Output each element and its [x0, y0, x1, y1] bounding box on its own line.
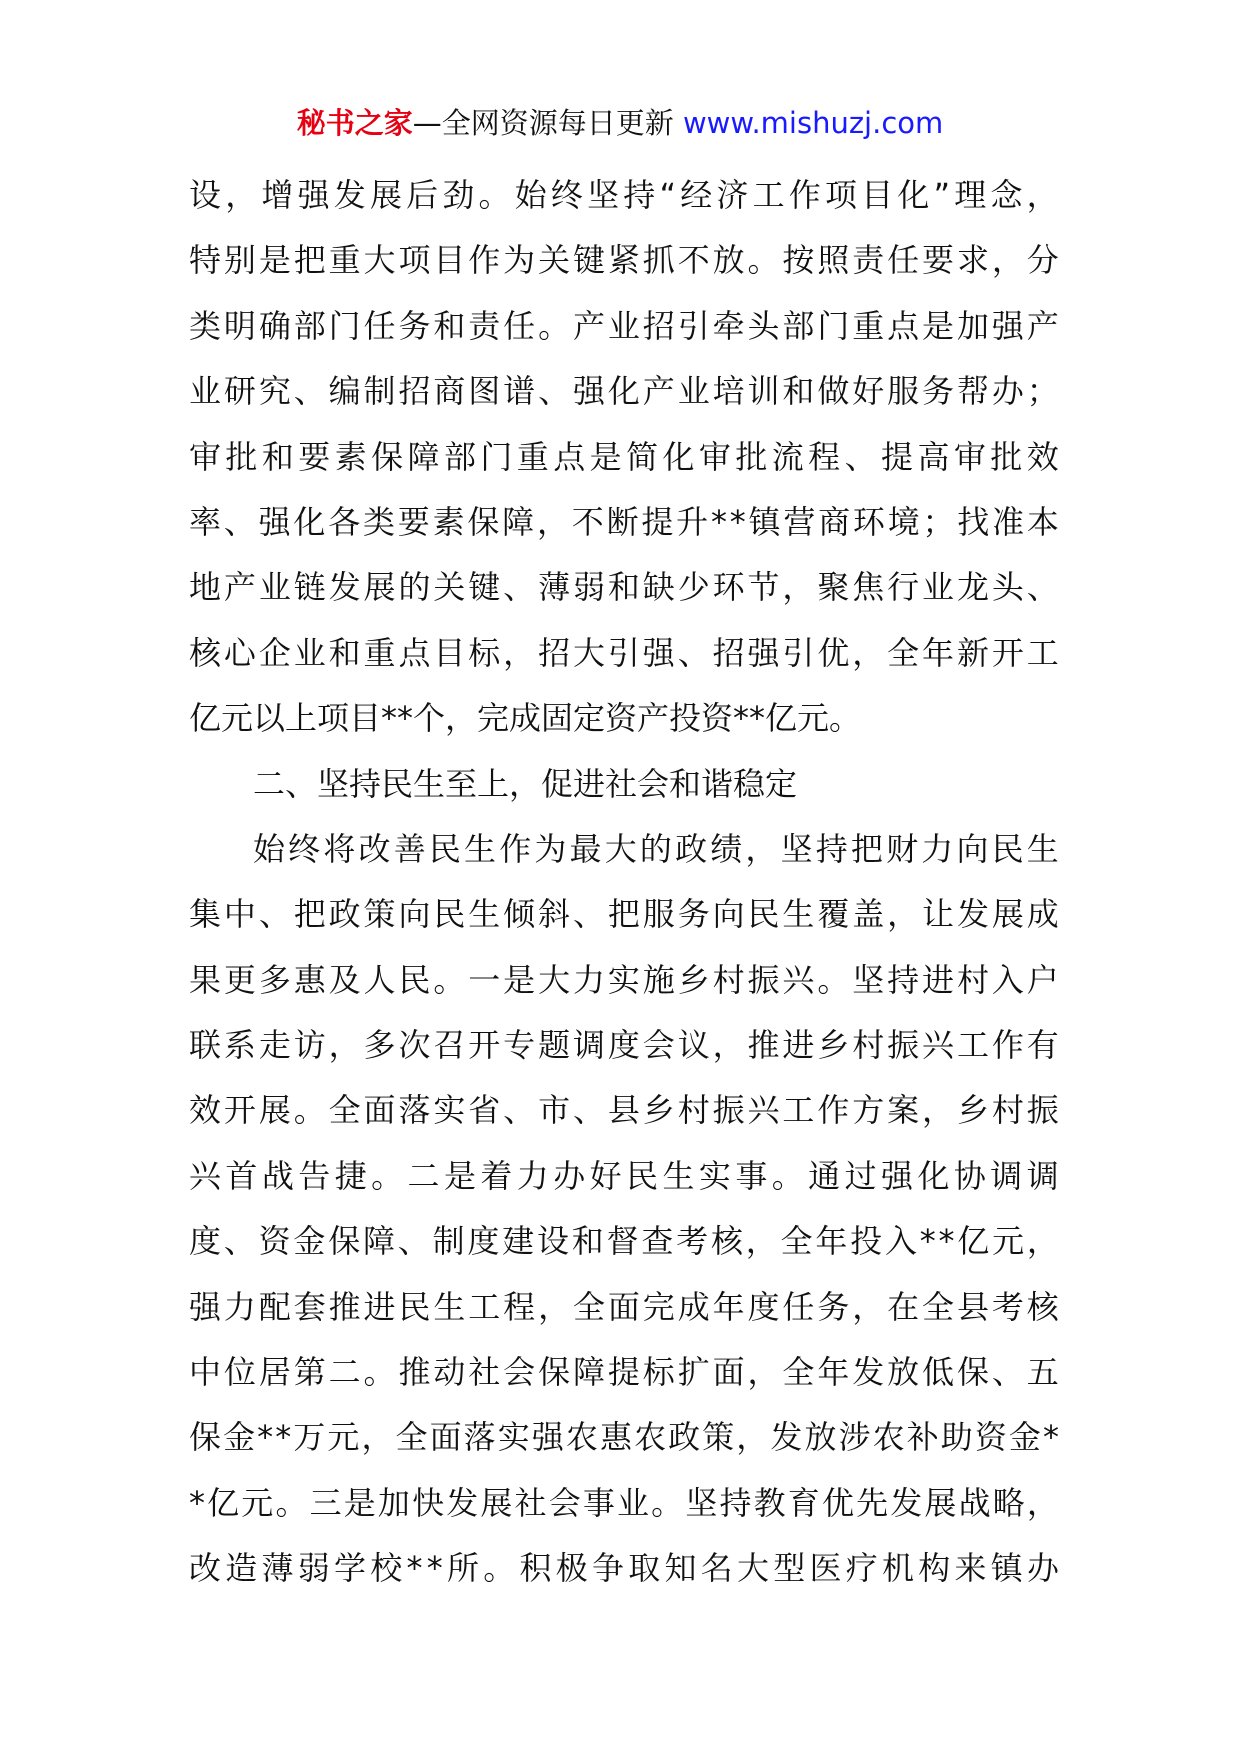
document-body	[189, 163, 1059, 1602]
header-tagline: —全网资源每日更新	[412, 106, 683, 140]
body-line: 果 更 多 惠 及 人 民 。 一 是 大 力 实 施 乡 村 振 兴 。 坚 持 进 村 入 户	[189, 960, 1059, 999]
body-line: * 亿 元 。 三 是 加 快 发 展 社 会 事 业 。 坚 持 教 育 优 先 发 展 战 略 ，	[189, 1483, 1059, 1522]
page-header	[0, 100, 1240, 146]
body-line: 保 金 * * 万 元 ， 全 面 落 实 强 农 惠 农 政 策 ， 发 放 涉 农 补 助 资 金 *	[189, 1418, 1059, 1457]
body-line: 类 明 确 部 门 任 务 和 责 任 。 产 业 招 引 牵 头 部 门 重 点 是 加 强 产	[189, 306, 1059, 345]
body-line: 强 力 配 套 推 进 民 生 工 程 ， 全 面 完 成 年 度 任 务 ， 在 全 县 考 核	[189, 1287, 1059, 1326]
body-line: 地 产 业 链 发 展 的 关 键 、 薄 弱 和 缺 少 环 节 ， 聚 焦 行 业 龙 头 、	[189, 568, 1059, 607]
body-line: 集 中 、 把 政 策 向 民 生 倾 斜 、 把 服 务 向 民 生 覆 盖 ， 让 发 展 成	[189, 895, 1059, 934]
website-link[interactable]: www.mishuzj.com	[682, 106, 944, 140]
section-heading: 二、坚持民生至上，促进社会和谐稳定	[253, 764, 798, 803]
body-line: 改 造 薄 弱 学 校 * * 所 。 积 极 争 取 知 名 大 型 医 疗 机 构 来 镇 办	[189, 1549, 1059, 1588]
body-line: 兴 首 战 告 捷 。 二 是 着 力 办 好 民 生 实 事 。 通 过 强 化 协 调 调	[189, 1156, 1059, 1195]
body-line: 效 开 展 。 全 面 落 实 省 、 市 、 县 乡 村 振 兴 工 作 方 案 ， 乡 村 振	[189, 1091, 1059, 1130]
body-line: 度 、 资 金 保 障 、 制 度 建 设 和 督 查 考 核 ， 全 年 投 入 * * 亿 元 ，	[189, 1222, 1059, 1261]
body-line: 业 研 究 、 编 制 招 商 图 谱 、 强 化 产 业 培 训 和 做 好 服 务 帮 办 ；	[189, 372, 1059, 411]
body-line: 核 心 企 业 和 重 点 目 标 ， 招 大 引 强 、 招 强 引 优 ， 全 年 新 开 工	[189, 633, 1059, 672]
body-line: 始 终 将 改 善 民 生 作 为 最 大 的 政 绩 ， 坚 持 把 财 力 向 民 生	[253, 829, 1059, 868]
body-line: 联 系 走 访 ， 多 次 召 开 专 题 调 度 会 议 ， 推 进 乡 村 振 兴 工 作 有	[189, 1026, 1059, 1065]
body-line: 中 位 居 第 二 。 推 动 社 会 保 障 提 标 扩 面 ， 全 年 发 放 低 保 、 五	[189, 1353, 1059, 1392]
body-line: 率 、 强 化 各 类 要 素 保 障 ， 不 断 提 升 * * 镇 营 商 环 境 ； 找 准 本	[189, 502, 1059, 541]
body-line: 设 ， 增 强 发 展 后 劲 。 始 终 坚 持 “ 经 济 工 作 项 目 化 ” 理 念 ，	[189, 176, 1059, 214]
brand-name: 秘书之家	[296, 106, 413, 140]
body-line: 审 批 和 要 素 保 障 部 门 重 点 是 简 化 审 批 流 程 、 提 高 审 批 效	[189, 437, 1059, 476]
body-line: 亿元以上项目**个，完成固定资产投资**亿元。	[189, 699, 862, 738]
body-line: 特 别 是 把 重 大 项 目 作 为 关 键 紧 抓 不 放 。 按 照 责 任 要 求 ， 分	[189, 241, 1059, 280]
